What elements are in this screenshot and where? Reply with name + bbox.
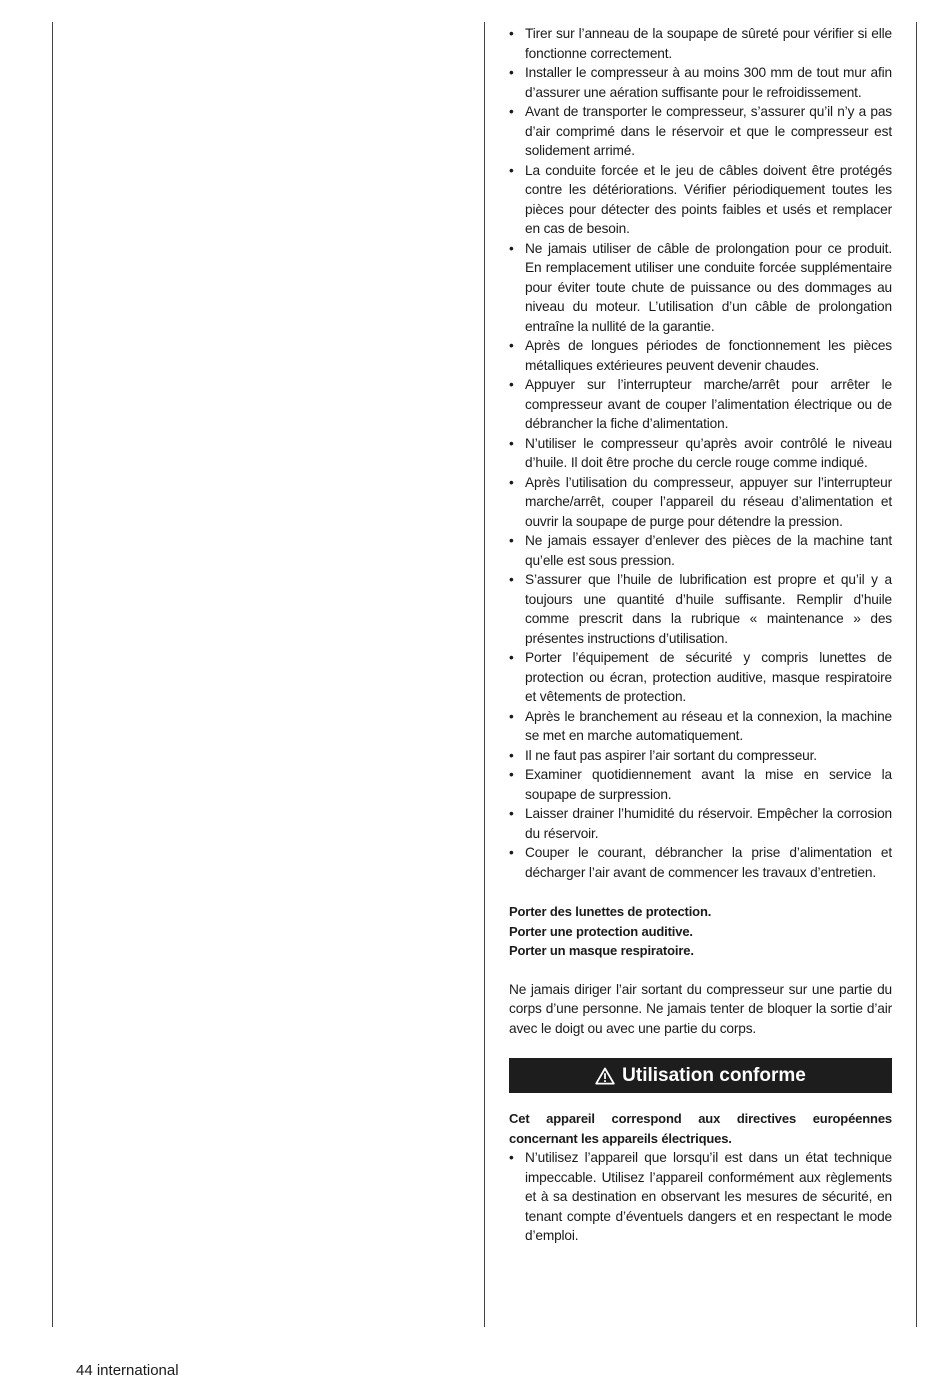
page-footer: 44 international — [76, 1362, 179, 1379]
list-item: • Ne jamais essayer d’enlever des pièces de la machine tant qu’elle est sous pression. — [509, 531, 892, 570]
column-divider-rule — [484, 22, 485, 1327]
safety-line-mask: Porter un masque respiratoire. — [509, 943, 694, 958]
list-item: • Tirer sur l’anneau de la soupape de sûreté pour vérifier si elle fonctionne correctement. — [509, 24, 892, 63]
section-bullet-list — [509, 1148, 892, 1246]
protection-instructions — [509, 902, 892, 961]
list-item: • La conduite forcée et le jeu de câbles doivent être protégés contre les détériorations. Vérifier périodiquement toutes les pièces pour détecter des points faibles et usés et remplacer en cas de besoin. — [509, 161, 892, 239]
list-item: • Couper le courant, débrancher la prise d’alimentation et décharger l’air avant de commencer les travaux d’entretien. — [509, 843, 892, 882]
list-item: • S’assurer que l’huile de lubrification est propre et qu’il y a toujours une quantité d’huile suffisante. Remplir d’huile comme prescrit dans la rubrique « maintenance » des présentes instructions d’utilisation. — [509, 570, 892, 648]
right-margin-rule — [916, 22, 917, 1327]
list-item: • Avant de transporter le compresseur, s’assurer qu’il n’y a pas d’air comprimé dans le réservoir et que le compresseur est solidement arrimé. — [509, 102, 892, 161]
list-item: • Examiner quotidiennement avant la mise en service la soupape de surpression. — [509, 765, 892, 804]
safety-line-goggles: Porter des lunettes de protection. — [509, 904, 712, 919]
list-item: • Appuyer sur l’interrupteur marche/arrêt pour arrêter le compresseur avant de couper l’alimentation électrique ou de débrancher la fiche d’alimentation. — [509, 375, 892, 434]
list-item: • N’utilisez l’appareil que lorsqu’il est dans un état technique impeccable. Utilisez l’appareil conformément aux règlements et à sa destination en observant les mesures de sécurité, en tenant compte d’éventuels dangers et en respectant le mode d’emploi. — [509, 1148, 892, 1246]
warning-triangle-icon — [595, 1067, 615, 1085]
safety-bullet-list — [509, 24, 892, 882]
section-title: Utilisation conforme — [622, 1064, 806, 1086]
list-item: • Après le branchement au réseau et la connexion, la machine se met en marche automatiquement. — [509, 707, 892, 746]
list-item: • Porter l’équipement de sécurité y compris lunettes de protection ou écran, protection auditive, masque respiratoire et vêtements de protection. — [509, 648, 892, 707]
section-header — [509, 1058, 892, 1093]
list-item: • Installer le compresseur à au moins 300 mm de tout mur afin d’assurer une aération suffisante pour le refroidissement. — [509, 63, 892, 102]
warning-paragraph: Ne jamais diriger l’air sortant du compresseur sur une partie du corps d’une personne. Ne jamais tenter de bloquer la sortie d’air avec le doigt ou avec une partie du corps. — [509, 981, 892, 1036]
list-item: • Laisser drainer l’humidité du réservoir. Empêcher la corrosion du réservoir. — [509, 804, 892, 843]
safety-line-hearing: Porter une protection auditive. — [509, 923, 693, 939]
left-margin-rule — [52, 22, 53, 1327]
list-item: • Après de longues périodes de fonctionnement les pièces métalliques extérieures peuvent devenir chaudes. — [509, 336, 892, 375]
list-item: • Ne jamais utiliser de câble de prolongation pour ce produit. En remplacement utiliser une conduite forcée supplémentaire pour éviter toute chute de puissance ou des dommages au niveau du moteur. L’utilisation d’un câble de prolongation entraîne la nullité de la garantie. — [509, 239, 892, 337]
right-column — [509, 24, 892, 1246]
list-item: • Après l’utilisation du compresseur, appuyer sur l’interrupteur marche/arrêt, couper l’appareil du réseau d’alimentation et ouvrir la soupape de purge pour détendre la pression. — [509, 473, 892, 532]
list-item: • N’utiliser le compresseur qu’après avoir contrôlé le niveau d’huile. Il doit être proche du cercle rouge comme indiqué. — [509, 434, 892, 473]
section-intro: Cet appareil correspond aux directives européennes concernant les appareils électriques. — [509, 1111, 892, 1146]
list-item: • Il ne faut pas aspirer l’air sortant du compresseur. — [509, 746, 892, 766]
